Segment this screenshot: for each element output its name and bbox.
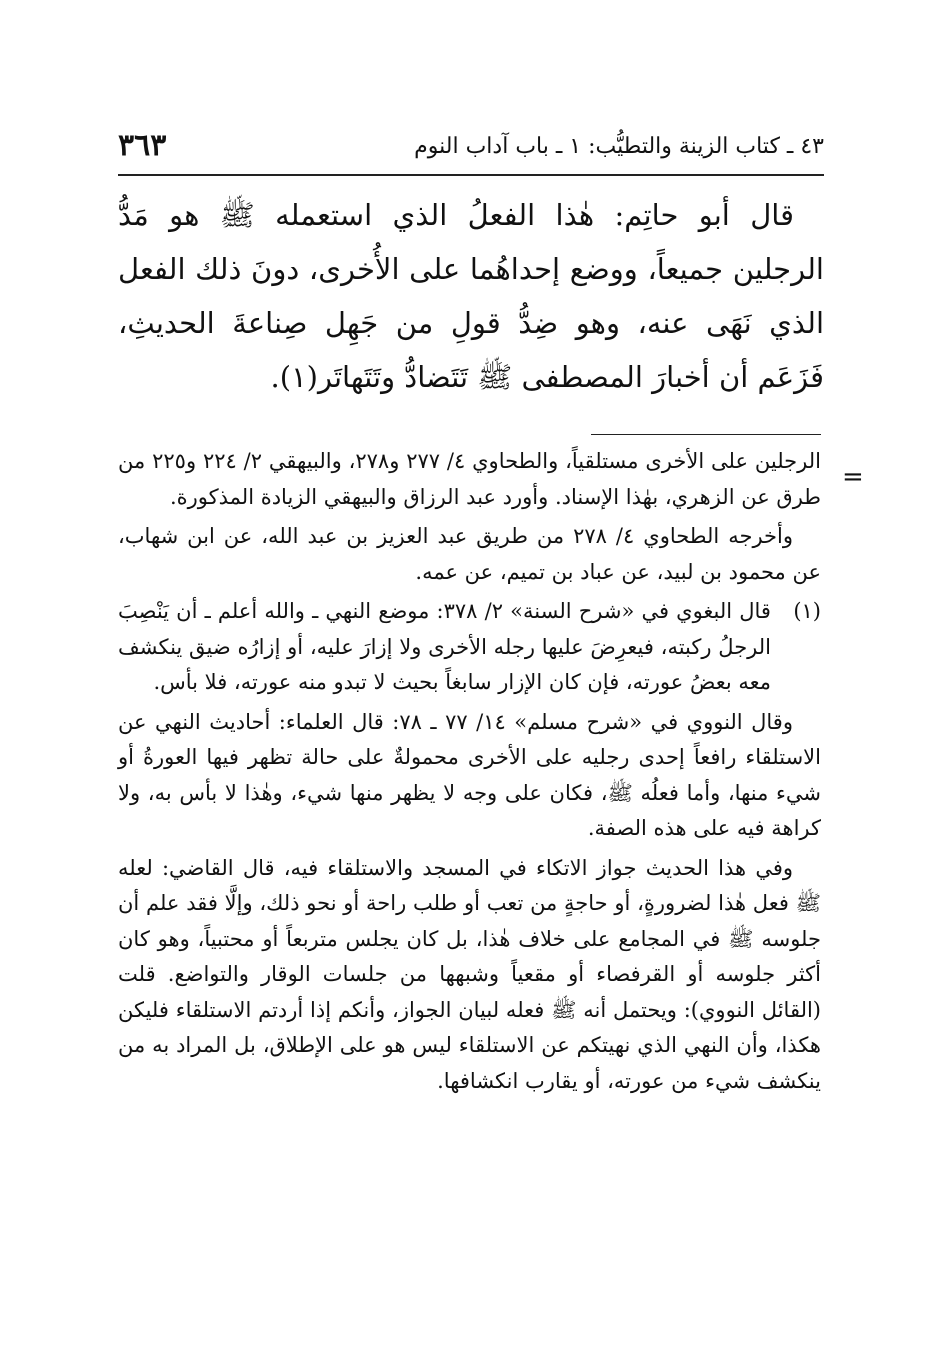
footnotes xyxy=(118,444,821,1103)
footnote-separator xyxy=(591,434,821,435)
running-title: ٤٣ ـ كتاب الزينة والتطيُّب: ١ ـ باب آداب النوم xyxy=(414,134,824,159)
footnote-paragraph: وفي هذا الحديث جواز الاتكاء في المسجد والاستلقاء فيه، قال القاضي: لعله ﷺ فعل هٰذا لضرورةٍ، أو حاجةٍ من تعب أو طلب راحة أو نحو ذلك، وإلَّا فقد علم أن جلوسه ﷺ في المجامع على خلاف هٰذا، بل كان يجلس متربعاً أو محتبياً، وهو كان أكثر جلوسه أو القرفصاء أو مقعياً وشبهها من جلسات الوقار والتواضع. قلت (القائل النووي): ويحتمل أنه ﷺ فعله لبيان الجواز، وأنكم إذا أردتم الاستلقاء فليكن هكذا، وأن النهي الذي نهيتكم عن الاستلقاء ليس هو على الإطلاق، بل المراد به من ينكشف شيء من عورته، أو يقارب انكشافها. xyxy=(118,855,821,1093)
footnote-marker: (١) xyxy=(793,599,821,623)
footnote-continuation-paragraph: وأخرجه الطحاوي ٤/ ٢٧٨ من طريق عبد العزيز بن عبد الله، عن ابن شهاب، عن محمود بن لبيد، عن عباد بن تميم، عن عمه. xyxy=(118,524,821,584)
footnote-paragraph: وقال النووي في «شرح مسلم» ١٤/ ٧٧ ـ ٧٨: قال العلماء: أحاديث النهي عن الاستلقاء رافعاً إحدى رجليه على الأخرى محمولةٌ على حالة تظهر فيها العورةُ أو شيء منها، وأما فعلُه ﷺ، فكان على وجه لا يظهر منها شيء، وهٰذا لا بأس به، ولا كراهة فيه على هذه الصفة. xyxy=(118,709,821,840)
footnote-paragraph: قال البغوي في «شرح السنة» ٢/ ٣٧٨: موضع النهي ـ والله أعلم ـ أن يَنْصِبَ الرجلُ ركبته، فيعرِضَ عليها رجله الأخرى ولا إزارَ عليه، أو إزارُه ضيق ينكشف معه بعضُ عورته، فإن كان الإزار سابغاً بحيث لا تبدو منه عورته، فلا بأس. xyxy=(118,599,771,694)
header-rule xyxy=(118,174,824,176)
continuation-mark: = xyxy=(842,462,864,492)
main-paragraph: قال أبو حاتِم: هٰذا الفعلُ الذي استعمله ﷺ هو مَدُّ الرجلين جميعاً، ووضع إحداهُما على الأُخرى، دونَ ذلك الفعل الذي نَهَى عنه، وهو ضِدُّ قولِ من جَهِل صِناعةَ الحديثِ، فَزَعَم أن أخبارَ المصطفى ﷺ تَتَضادُّ وتَتَهاتَر(١). xyxy=(118,198,824,394)
page-header xyxy=(118,128,824,172)
footnote-1 xyxy=(118,594,821,701)
page-number: ٣٦٣ xyxy=(118,128,167,163)
footnote-continuation-paragraph: الرجلين على الأخرى مستلقياً، والطحاوي ٤/ ٢٧٧ و٢٧٨، والبيهقي ٢/ ٢٢٤ و٢٢٥ من طرق عن الزهري، بهٰذا الإسناد. وأورد عبد الرزاق والبيهقي الزيادة المذكورة. xyxy=(118,449,821,509)
main-text xyxy=(118,188,824,404)
